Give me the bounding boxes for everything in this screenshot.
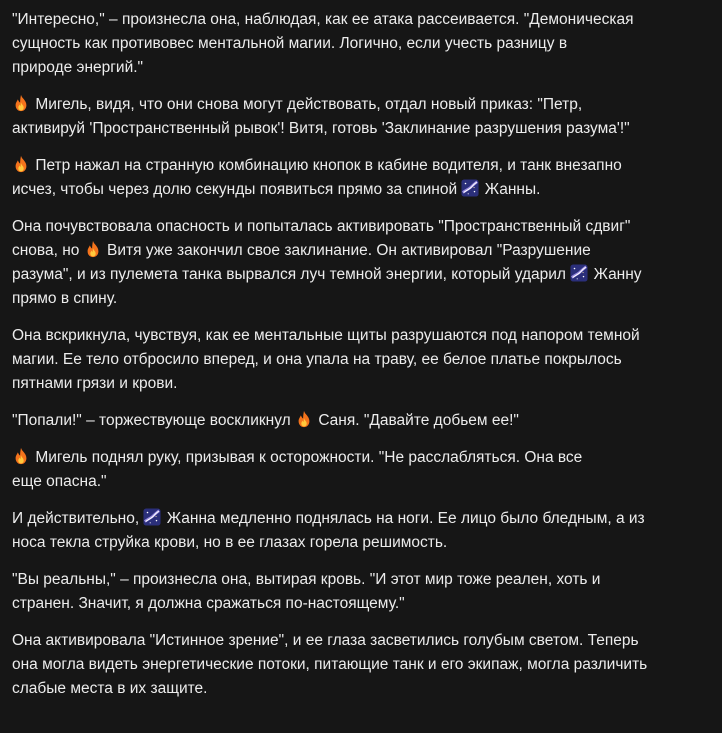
fire-icon — [12, 447, 30, 465]
paragraph-10-line-2: она могла видеть энергетические потоки, питающие танк и его экипаж, могла различить — [12, 656, 648, 673]
paragraph-3-line-2a: исчез, чтобы через долю секунды появиться прямо за спиной — [12, 181, 458, 198]
paragraph-5 — [12, 324, 712, 396]
fire-icon — [12, 94, 30, 112]
paragraph-6 — [12, 409, 712, 433]
paragraph-1-line-1: "Интересно," – произнесла она, наблюдая, как ее атака рассеивается. "Демоническая — [12, 11, 634, 28]
paragraph-5-line-1: Она вскрикнула, чувствуя, как ее ментальные щиты разрушаются под напором темной — [12, 327, 640, 344]
paragraph-7 — [12, 446, 712, 494]
paragraph-1 — [12, 8, 712, 80]
paragraph-1-line-3: природе энергий." — [12, 59, 144, 76]
fire-icon — [84, 240, 102, 258]
paragraph-2-line-1: Мигель, видя, что они снова могут действовать, отдал новый приказ: "Петр, — [35, 96, 583, 113]
paragraph-4-line-3a: разума", и из пулемета танка вырвался луч темной энергии, который ударил — [12, 266, 566, 283]
paragraph-9-line-1: "Вы реальны," – произнесла она, вытирая кровь. "И этот мир тоже реален, хоть и — [12, 571, 601, 588]
paragraph-5-line-3: пятнами грязи и крови. — [12, 375, 178, 392]
paragraph-10 — [12, 629, 712, 701]
paragraph-9-line-2: странен. Значит, я должна сражаться по-настоящему." — [12, 595, 405, 612]
paragraph-10-line-1: Она активировала "Истинное зрение", и ее глаза засветились голубым светом. Теперь — [12, 632, 639, 649]
paragraph-8 — [12, 507, 712, 555]
paragraph-6-line-1a: "Попали!" – торжествующе воскликнул — [12, 412, 291, 429]
paragraph-8-line-1b: Жанна медленно поднялась на ноги. Ее лицо было бледным, а из — [166, 510, 645, 527]
paragraph-2-line-2: активируй 'Пространственный рывок'! Витя, готовь 'Заклинание разрушения разума'!" — [12, 120, 630, 137]
paragraph-3-line-1: Петр нажал на странную комбинацию кнопок в кабине водителя, и танк внезапно — [35, 157, 622, 174]
paragraph-7-line-2: еще опасна." — [12, 473, 107, 490]
paragraph-3-line-2b: Жанны. — [484, 181, 541, 198]
paragraph-5-line-2: магии. Ее тело отбросило вперед, и она упала на траву, ее белое платье покрылось — [12, 351, 622, 368]
paragraph-8-line-1a: И действительно, — [12, 510, 140, 527]
galaxy-icon — [570, 264, 588, 282]
galaxy-icon — [461, 179, 479, 197]
paragraph-9 — [12, 568, 712, 616]
story-text — [12, 8, 712, 701]
paragraph-2 — [12, 93, 712, 141]
paragraph-4 — [12, 215, 712, 311]
paragraph-10-line-3: слабые места в их защите. — [12, 680, 208, 697]
fire-icon — [295, 410, 313, 428]
paragraph-8-line-2: носа текла струйка крови, но в ее глазах горела решимость. — [12, 534, 448, 551]
paragraph-3 — [12, 154, 712, 202]
paragraph-4-line-1: Она почувствовала опасность и попыталась активировать "Пространственный сдвиг" — [12, 218, 631, 235]
paragraph-6-line-1b: Саня. "Давайте добьем ее!" — [318, 412, 519, 429]
fire-icon — [12, 155, 30, 173]
paragraph-4-line-2b: Витя уже закончил свое заклинание. Он активировал "Разрушение — [107, 242, 591, 259]
paragraph-4-line-3b: Жанну — [593, 266, 642, 283]
paragraph-7-line-1: Мигель поднял руку, призывая к осторожности. "Не расслабляться. Она все — [35, 449, 583, 466]
paragraph-4-line-4: прямо в спину. — [12, 290, 118, 307]
paragraph-4-line-2a: снова, но — [12, 242, 80, 259]
galaxy-icon — [143, 508, 161, 526]
paragraph-1-line-2: сущность как противовес ментальной магии. Логично, если учесть разницу в — [12, 35, 568, 52]
